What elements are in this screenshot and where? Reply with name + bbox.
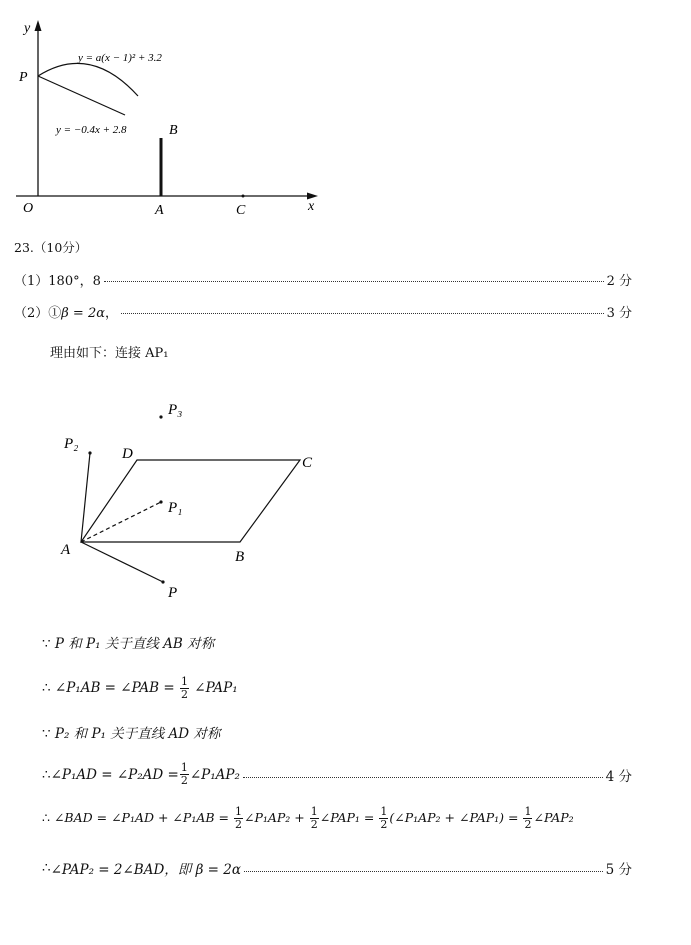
point-c-dot xyxy=(242,195,245,198)
proof-text-5c: ∠PAP₁ = xyxy=(319,810,379,825)
proof-line-3 xyxy=(42,723,220,745)
fraction-half xyxy=(523,806,532,831)
reason-line: 理由如下：连接 AP₁ xyxy=(50,346,169,361)
proof-line-5 xyxy=(42,806,574,831)
part-2-score: 3 分 xyxy=(606,306,632,321)
fraction-numerator: 1 xyxy=(180,675,188,688)
proof-text-5b: ∠P₁AP₂ + xyxy=(243,810,309,825)
dot-leader xyxy=(243,777,603,778)
point-p1-dot xyxy=(159,500,162,503)
therefore-symbol: ∴ xyxy=(42,860,51,876)
part-2-prefix: （2）① xyxy=(14,306,62,321)
therefore-symbol: ∴ xyxy=(42,766,51,783)
point-b-label: B xyxy=(169,123,178,138)
function-graph xyxy=(10,18,330,223)
label-p3: P₃ xyxy=(168,402,183,418)
parallelogram-abcd xyxy=(81,460,300,542)
fraction-numerator: 1 xyxy=(380,805,388,818)
parabola-equation: y = a(x − 1)² + 3.2 xyxy=(78,52,162,64)
point-a-label: A xyxy=(155,203,164,218)
therefore-symbol: ∴ xyxy=(42,810,54,825)
point-p-dot xyxy=(161,580,164,583)
point-p2-dot xyxy=(88,451,91,454)
point-c-label: C xyxy=(236,203,246,218)
fraction-denominator: 2 xyxy=(234,818,242,831)
because-symbol: ∵ xyxy=(42,636,55,652)
fraction-denominator: 2 xyxy=(180,688,188,701)
proof-text-5e: ∠PAP₂ xyxy=(533,810,574,825)
dot-leader xyxy=(104,281,604,282)
proof-text-6: ∠PAP₂ = 2∠BAD，即 β = 2α xyxy=(50,862,241,878)
proof-text-4-tail: ∠P₁AP₂ xyxy=(189,766,240,783)
label-a: A xyxy=(61,542,71,558)
fraction-numerator: 1 xyxy=(310,805,318,818)
y-axis-arrow xyxy=(35,20,42,31)
fraction-numerator: 1 xyxy=(180,761,188,774)
straight-line xyxy=(38,76,125,115)
part-2-suffix: ， xyxy=(105,306,119,321)
label-p2: P₂ xyxy=(64,436,79,452)
proof-text-4: ∠P₁AD = ∠P₂AD = xyxy=(50,766,179,783)
fraction-half xyxy=(180,762,189,787)
proof-score-4: 4 分 xyxy=(605,768,632,785)
fraction-half xyxy=(180,676,189,701)
dot-leader xyxy=(244,871,603,872)
part-1-text: （1）180°，8 xyxy=(14,274,101,289)
fraction-numerator: 1 xyxy=(234,805,242,818)
label-c: C xyxy=(302,455,313,471)
because-symbol: ∵ xyxy=(42,726,55,742)
fraction-denominator: 2 xyxy=(180,774,188,787)
fraction-denominator: 2 xyxy=(380,818,388,831)
answer-part-2 xyxy=(14,305,632,323)
dot-leader xyxy=(121,313,604,314)
fraction-numerator: 1 xyxy=(524,805,532,818)
parabola-curve xyxy=(38,63,138,96)
proof-text-1: P 和 P₁ 关于直线 AB 对称 xyxy=(54,636,215,652)
proof-text-2: ∠P₁AB = ∠PAB = xyxy=(54,680,179,696)
label-d: D xyxy=(122,446,133,462)
proof-line-4 xyxy=(42,762,632,787)
segment-ap1-dashed xyxy=(81,502,161,542)
proof-text-2-tail: ∠PAP₁ xyxy=(194,680,238,696)
parallelogram-figure xyxy=(55,392,330,607)
proof-text-5a: ∠BAD = ∠P₁AD + ∠P₁AB = xyxy=(53,810,233,825)
fraction-half xyxy=(234,806,243,831)
label-p: P xyxy=(168,585,178,601)
label-b: B xyxy=(235,549,245,565)
proof-line-2 xyxy=(42,676,238,701)
proof-text-3: P₂ 和 P₁ 关于直线 AD 对称 xyxy=(54,726,221,742)
proof-text-5d: (∠P₁AP₂ + ∠PAP₁) = xyxy=(389,810,523,825)
x-axis-label: x xyxy=(308,199,315,214)
fraction-half xyxy=(379,806,388,831)
segment-ap xyxy=(81,542,163,582)
line-equation: y = −0.4x + 2.8 xyxy=(56,124,127,136)
proof-line-1 xyxy=(42,633,214,655)
fraction-denominator: 2 xyxy=(524,818,532,831)
part-2-equation: β = 2α xyxy=(61,306,106,321)
fraction-half xyxy=(310,806,319,831)
segment-ap2 xyxy=(81,453,90,542)
proof-line-6 xyxy=(42,858,632,878)
part-1-score: 2 分 xyxy=(606,274,632,289)
therefore-symbol: ∴ xyxy=(42,680,55,696)
answer-part-1 xyxy=(14,273,632,291)
proof-score-6: 5 分 xyxy=(605,862,632,878)
point-p-label: P xyxy=(19,70,28,85)
question-header: 23.（10分） xyxy=(14,240,88,255)
y-axis-label: y xyxy=(24,21,31,36)
fraction-denominator: 2 xyxy=(310,818,318,831)
origin-label: O xyxy=(23,201,34,216)
point-p3-dot xyxy=(159,415,162,418)
label-p1: P₁ xyxy=(168,500,183,516)
